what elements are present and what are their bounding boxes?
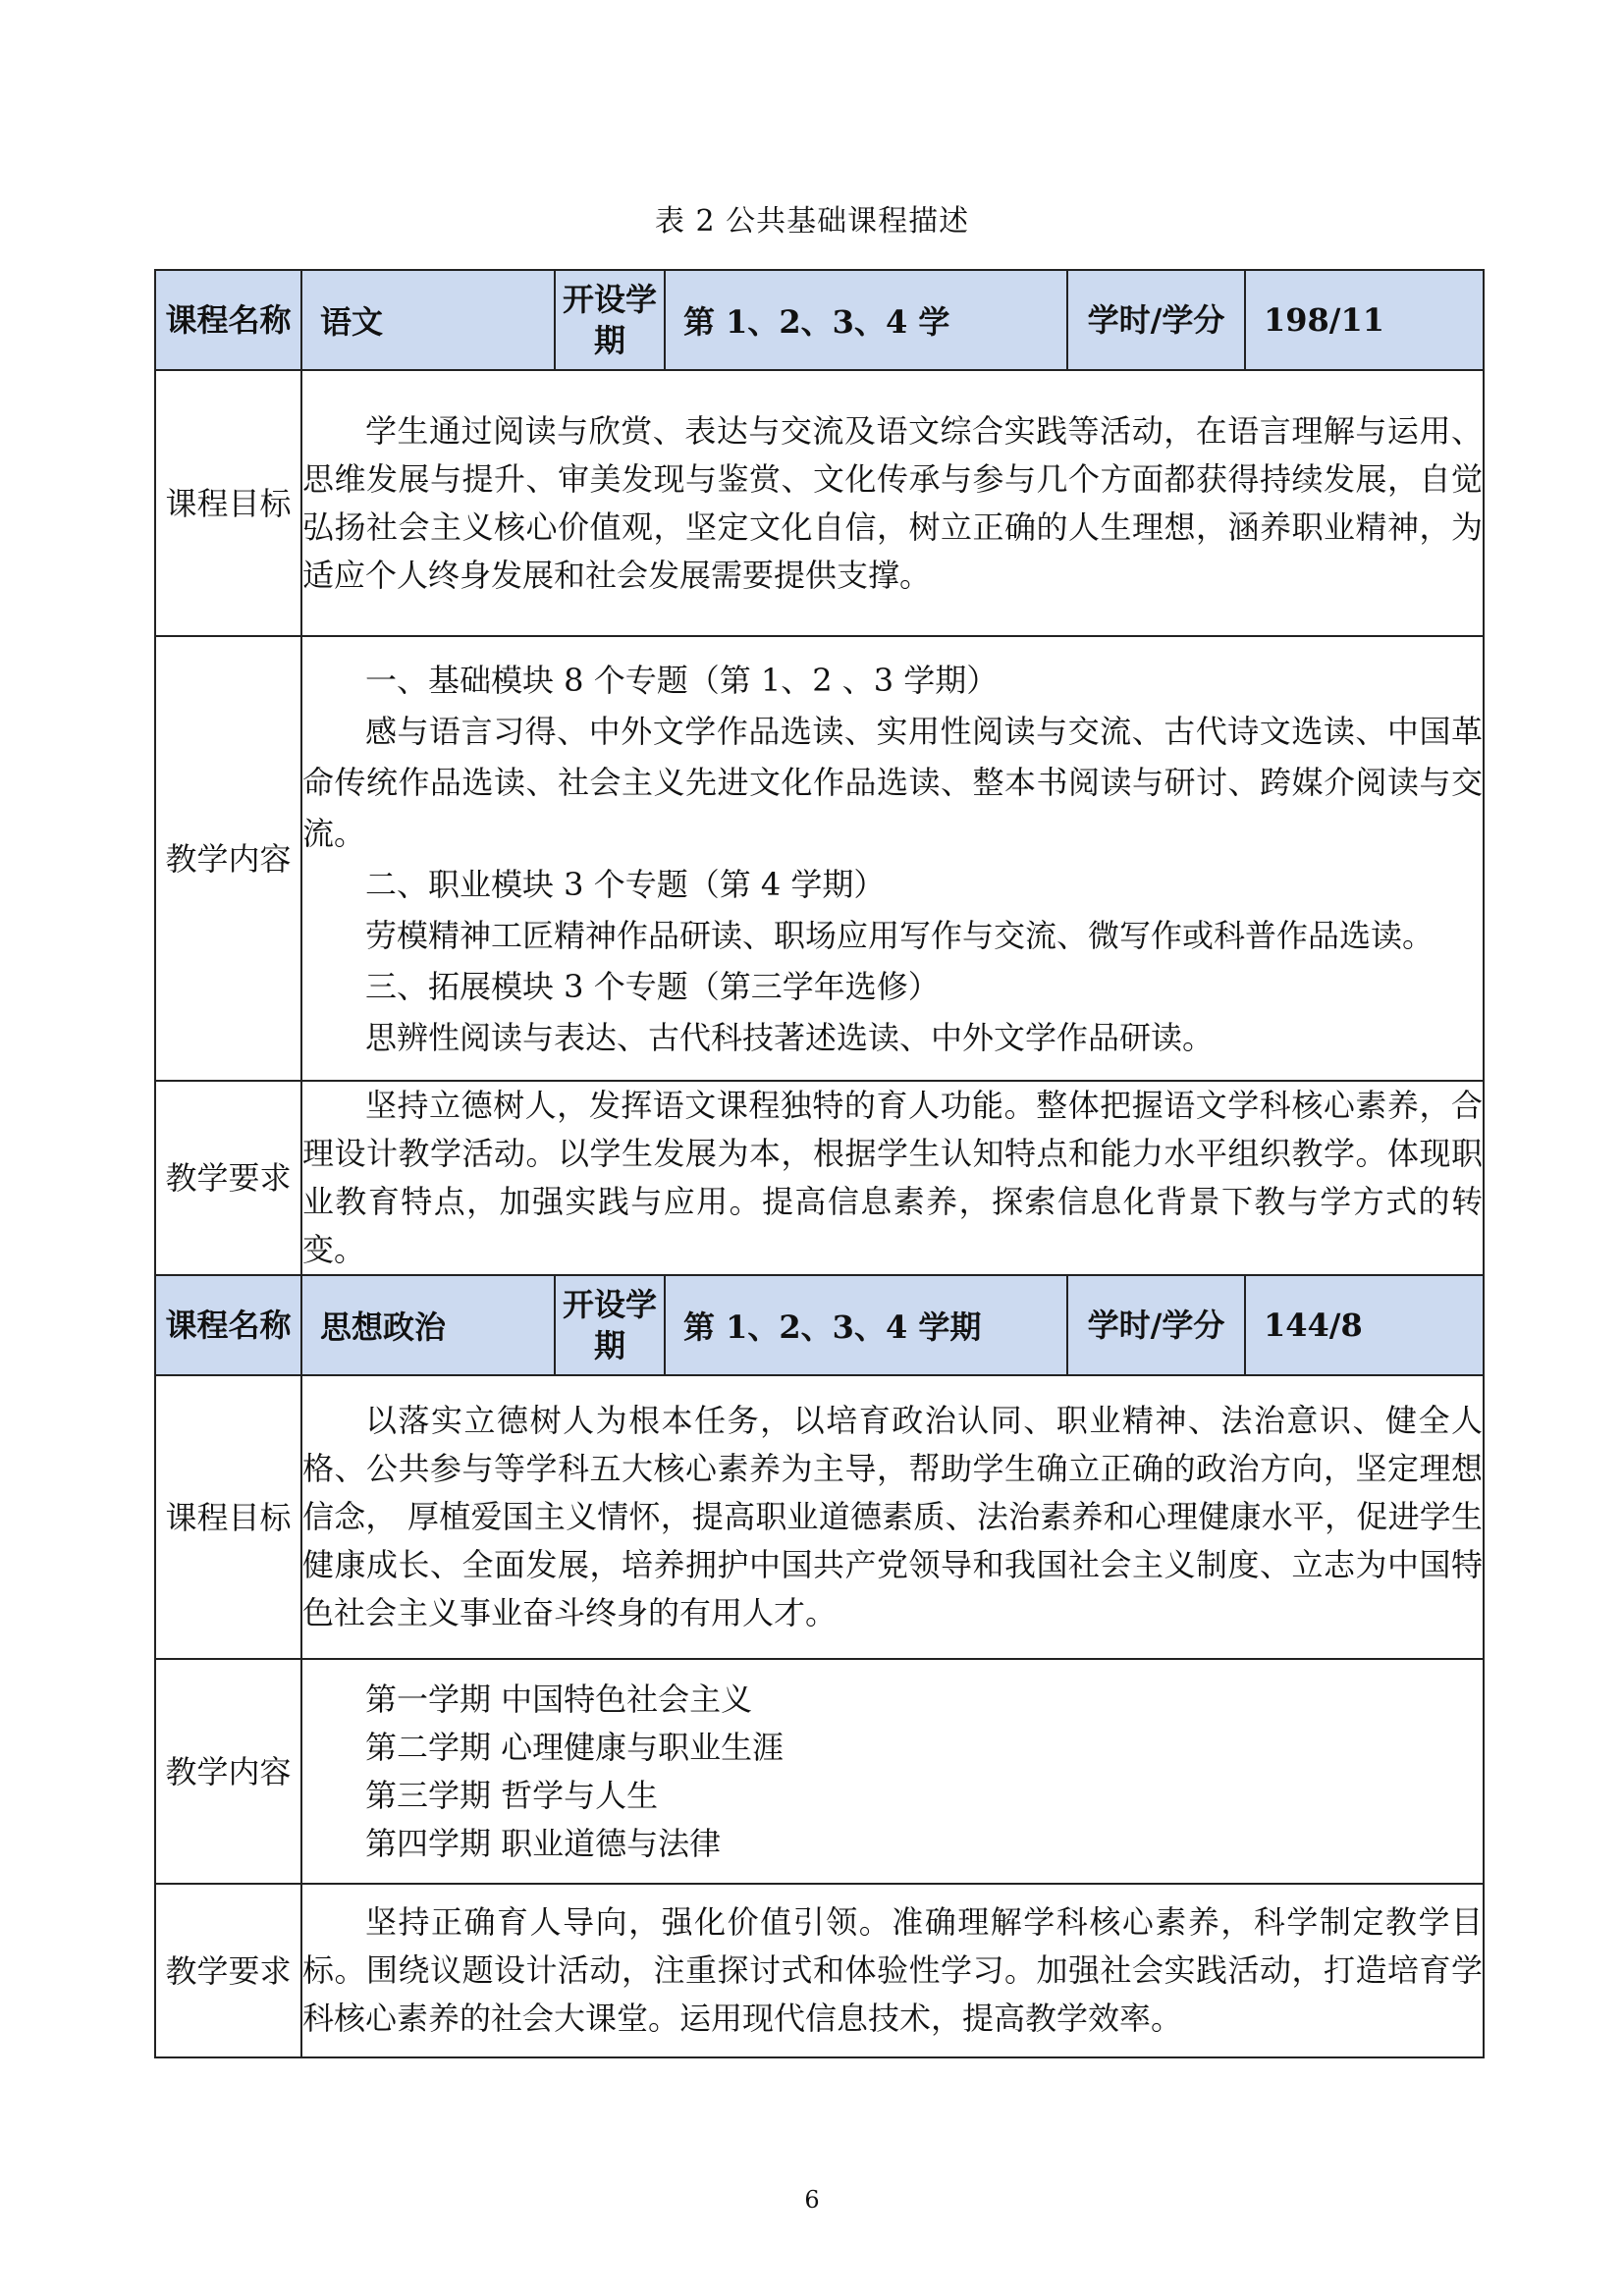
course-name-value: 语文	[301, 270, 555, 370]
content-line: 劳模精神工匠精神作品研读、职场应用写作与交流、微写作或科普作品选读。	[365, 916, 1435, 954]
hours-label: 学时/学分	[1067, 1275, 1245, 1375]
goal-row	[155, 370, 1484, 636]
content-cell	[301, 636, 1484, 1081]
requirement-text: 坚持立德树人，发挥语文课程独特的育人功能。整体把握语文学科核心素养，合理设计教学活动。以学生发展为本，根据学生认知特点和能力水平组织教学。体现职业教育特点，加强实践与应用。提高信息素养，探索信息化背景下教与学方式的转变。	[302, 1087, 1483, 1268]
content-line: 思辨性阅读与表达、古代科技著述选读、中外文学作品研读。	[365, 1018, 1215, 1056]
hours-value: 198/11	[1245, 270, 1484, 370]
content-label: 教学内容	[155, 636, 301, 1081]
semester-label: 开设学期	[555, 270, 665, 370]
goal-row	[155, 1375, 1484, 1659]
content-line: 三、拓展模块 3 个专题（第三学年选修）	[365, 967, 940, 1005]
requirement-row	[155, 1081, 1484, 1275]
requirement-label: 教学要求	[155, 1884, 301, 2057]
content-row	[155, 1659, 1484, 1884]
goal-content	[301, 1375, 1484, 1659]
page-number: 6	[804, 2186, 820, 2214]
requirement-label: 教学要求	[155, 1081, 301, 1275]
course-header-row	[155, 1275, 1484, 1375]
course-name-label: 课程名称	[155, 1275, 301, 1375]
goal-label: 课程目标	[155, 370, 301, 636]
goal-content	[301, 370, 1484, 636]
hours-label: 学时/学分	[1067, 270, 1245, 370]
content-line: 第一学期 中国特色社会主义	[365, 1680, 753, 1718]
semester-value: 第 1、2、3、4 学期	[665, 1275, 1067, 1375]
course-header-row	[155, 270, 1484, 370]
requirement-text: 坚持正确育人导向，强化价值引领。准确理解学科核心素养，科学制定教学目标。围绕议题设计活动，注重探讨式和体验性学习。加强社会实践活动，打造培育学科核心素养的社会大课堂。运用现代信息技术，提高教学效率。	[302, 1903, 1483, 2037]
course-name-label: 课程名称	[155, 270, 301, 370]
goal-text: 学生通过阅读与欣赏、表达与交流及语文综合实践等活动，在语言理解与运用、思维发展与提升、审美发现与鉴赏、文化传承与参与几个方面都获得持续发展，自觉弘扬社会主义核心价值观，坚定文化自信，树立正确的人生理想，涵养职业精神，为适应个人终身发展和社会发展需要提供支撑。	[302, 411, 1483, 594]
content-line: 感与语言习得、中外文学作品选读、实用性阅读与交流、古代诗文选读、中国革命传统作品选读、社会主义先进文化作品选读、整本书阅读与研讨、跨媒介阅读与交流。	[302, 712, 1483, 852]
table-title: 表 2 公共基础课程描述	[654, 204, 970, 239]
content-label: 教学内容	[155, 1659, 301, 1884]
goal-label: 课程目标	[155, 1375, 301, 1659]
content-line: 一、基础模块 8 个专题（第 1、2 、3 学期）	[365, 661, 999, 699]
content-line: 第二学期 心理健康与职业生涯	[365, 1728, 785, 1766]
content-cell	[301, 1659, 1484, 1884]
content-line: 第四学期 职业道德与法律	[365, 1824, 722, 1862]
goal-text: 以落实立德树人为根本任务，以培育政治认同、职业精神、法治意识、健全人格、公共参与等学科五大核心素养为主导，帮助学生确立正确的政治方向，坚定理想信念， 厚植爱国主义情怀，提高职业道德素质、法治素养和心理健康水平，促进学生健康成长、全面发展，培养拥护中国共产党领导和我国社会主义制度、立志为中国特色社会主义事业奋斗终身的有用人才。	[302, 1402, 1483, 1631]
content-line: 二、职业模块 3 个专题（第 4 学期）	[365, 865, 886, 903]
semester-value: 第 1、2、3、4 学	[665, 270, 1067, 370]
content-row	[155, 636, 1484, 1081]
requirement-row	[155, 1884, 1484, 2057]
requirement-content	[301, 1884, 1484, 2057]
course-name-value: 思想政治	[301, 1275, 555, 1375]
semester-label: 开设学期	[555, 1275, 665, 1375]
requirement-content	[301, 1081, 1484, 1275]
content-line: 第三学期 哲学与人生	[365, 1776, 659, 1814]
course-description-table	[154, 269, 1485, 2058]
hours-value: 144/8	[1245, 1275, 1484, 1375]
